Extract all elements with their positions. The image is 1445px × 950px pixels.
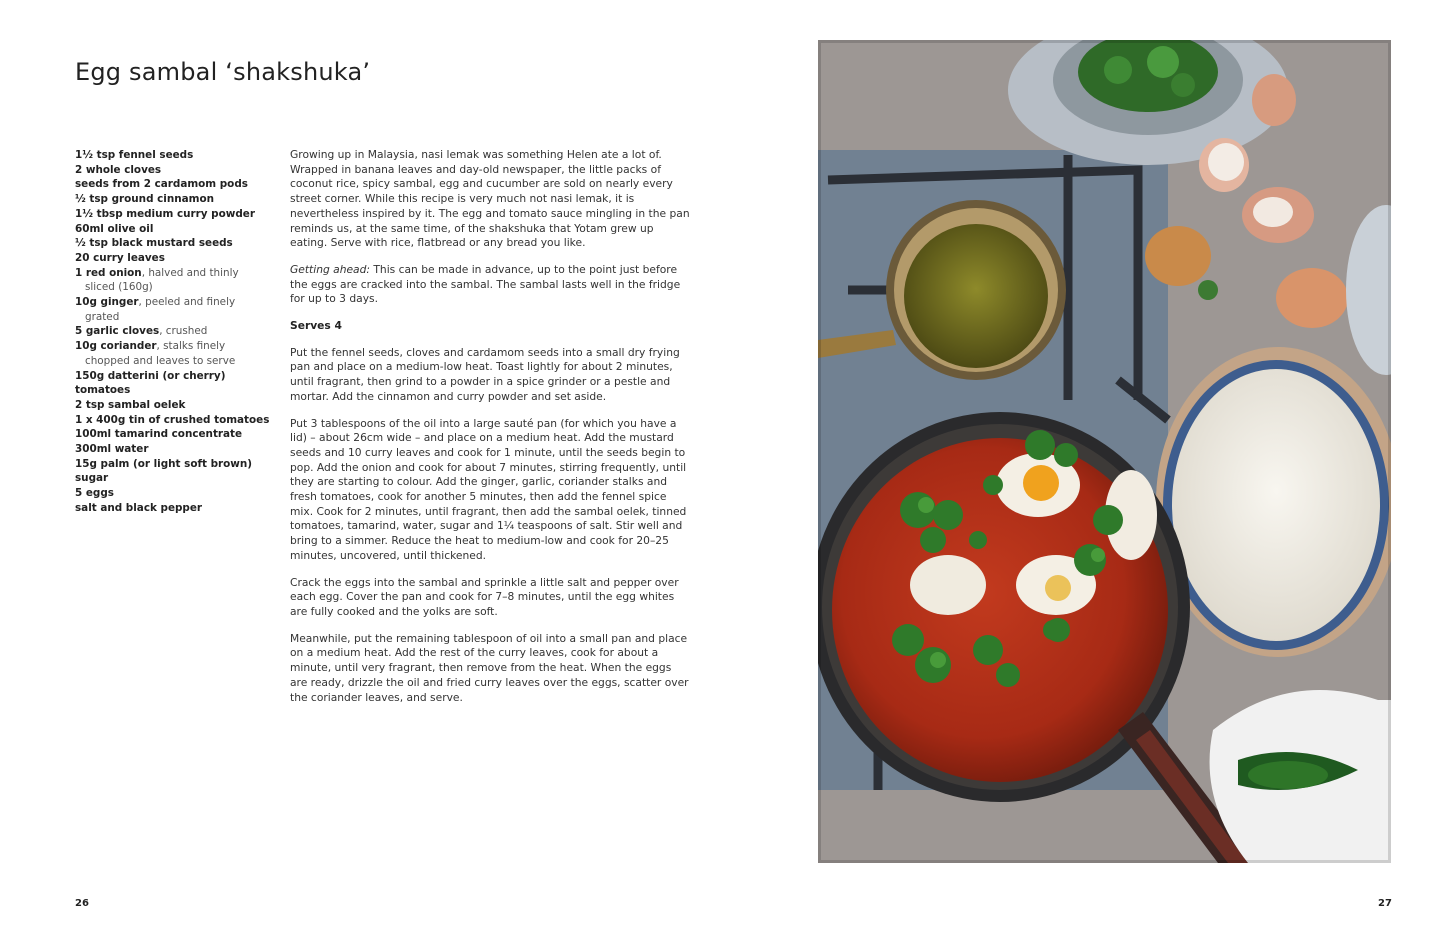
serves-label: Serves 4 [290, 319, 342, 333]
ingredient-item [75, 413, 275, 428]
ingredient-name: seeds from 2 cardamom pods [75, 178, 248, 191]
ingredient-name: salt and black pepper [75, 501, 203, 514]
ingredient-item [75, 339, 275, 368]
ingredient-item [75, 207, 275, 222]
ingredient-item [75, 427, 275, 442]
ingredient-item [75, 295, 275, 324]
ingredient-note: , peeled and finely [138, 296, 236, 309]
ingredient-item [75, 486, 275, 501]
getting-ahead-label: Getting ahead: [290, 262, 370, 276]
ingredient-item [75, 324, 275, 339]
ingredient-name: 2 whole cloves [75, 163, 162, 176]
ingredient-name: 10g ginger [75, 296, 139, 309]
ingredient-item [75, 398, 275, 413]
ingredient-item [75, 457, 275, 486]
ingredient-name: ½ tsp ground cinnamon [75, 193, 215, 206]
ingredient-name: 300ml water [75, 443, 149, 456]
ingredient-note: , crushed [159, 325, 208, 338]
ingredient-name: 15g palm (or light soft brown) sugar [75, 457, 253, 485]
ingredient-name: 60ml olive oil [75, 222, 154, 235]
recipe-photo [818, 40, 1391, 863]
ingredient-name: 5 eggs [75, 487, 114, 500]
ingredient-note: , halved and thinly [141, 266, 239, 279]
getting-ahead-text: This can be made in advance, up to the point just before the eggs are cracked into the sambal. The sambal lasts well in the fridge for up to 3 days. [290, 262, 681, 306]
recipe-title: Egg sambal ‘shakshuka’ [75, 58, 371, 86]
ingredient-note-continued: sliced (160g) [85, 281, 153, 294]
ingredient-item [75, 501, 275, 516]
ingredient-name: 150g datterini (or cherry) tomatoes [75, 369, 226, 397]
getting-ahead-paragraph [290, 263, 690, 307]
ingredient-name: 100ml tamarind concentrate [75, 428, 243, 441]
page-number-right: 27 [1378, 898, 1392, 909]
page-number-left: 26 [75, 898, 89, 909]
intro-paragraph: Growing up in Malaysia, nasi lemak was something Helen ate a lot of. Wrapped in banana leaves and day-old newspaper, the little packs of coconut rice, spicy sambal, egg and cucumber are sold on nearly every street corner. While this recipe is very much not nasi lemak, it is nevertheless inspired by it. The egg and tomato sauce mingling in the pan reminds us, at the same time, of the shakshuka that Yotam grew up eating. Serve with rice, flatbread or any bread you like. [290, 148, 690, 250]
ingredient-name: 20 curry leaves [75, 251, 165, 264]
ingredient-item [75, 251, 275, 266]
method-step-3: Crack the eggs into the sambal and sprinkle a little salt and pepper over each egg. Cover the pan and cook for 7–8 minutes, until the egg whites are fully cooked and the yolks are soft. [290, 575, 679, 618]
ingredient-name: 1½ tsp fennel seeds [75, 149, 194, 161]
method-step-2: Put 3 tablespoons of the oil into a large sauté pan (for which you have a lid) – about 26cm wide – and place on a medium heat. Add the mustard seeds and 10 curry leaves and cook for 1 minute, until the seeds begin to pop. Add the onion and cook for about 7 minutes, stirring frequently, until they are starting to colour. Add the ginger, garlic, coriander stalks and fresh tomatoes, cook for another 5 minutes, then add the fennel spice mix. Cook for 2 minutes, until fragrant, then add the sambal oelek, tinned tomatoes, tamarind, water, sugar and 1¼ teaspoons of salt. Stir well and bring to a simmer. Reduce the heat to medium-low and cook for 20–25 minutes, uncovered, until thickened. [290, 416, 687, 562]
ingredient-note-continued: chopped and leaves to serve [85, 354, 236, 367]
ingredient-item [75, 163, 275, 178]
method-column [290, 148, 690, 717]
method-step-1: Put the fennel seeds, cloves and cardamom seeds into a small dry frying pan and place on a medium-low heat. Toast lightly for about 2 minutes, until fragrant, then grind to a powder in a spice grinder or a pestle and mortar. Add the cinnamon and curry powder and set aside. [290, 345, 680, 403]
ingredient-item [75, 369, 275, 398]
ingredient-item [75, 442, 275, 457]
ingredient-item [75, 266, 275, 295]
ingredient-name: 5 garlic cloves [75, 325, 160, 338]
ingredient-name: 1 red onion [75, 266, 142, 279]
ingredient-name: 2 tsp sambal oelek [75, 398, 186, 411]
ingredient-name: 1½ tbsp medium curry powder [75, 207, 255, 220]
ingredient-list [75, 148, 275, 516]
ingredient-item [75, 177, 275, 192]
method-step-4: Meanwhile, put the remaining tablespoon of oil into a small pan and place on a medium heat. Add the rest of the curry leaves, cook for about a minute, until very fragrant, then remove from the heat. When the eggs are ready, drizzle the oil and fried curry leaves over the eggs, scatter over the coriander leaves, and serve. [290, 631, 689, 704]
ingredient-name: 10g coriander [75, 340, 157, 353]
ingredient-name: 1 x 400g tin of crushed tomatoes [75, 413, 270, 426]
ingredient-item [75, 222, 275, 237]
ingredient-name: ½ tsp black mustard seeds [75, 237, 233, 250]
ingredient-item [75, 148, 275, 163]
ingredient-item [75, 236, 275, 251]
ingredient-note-continued: grated [85, 310, 120, 323]
ingredient-item [75, 192, 275, 207]
ingredient-note: , stalks finely [156, 340, 226, 353]
